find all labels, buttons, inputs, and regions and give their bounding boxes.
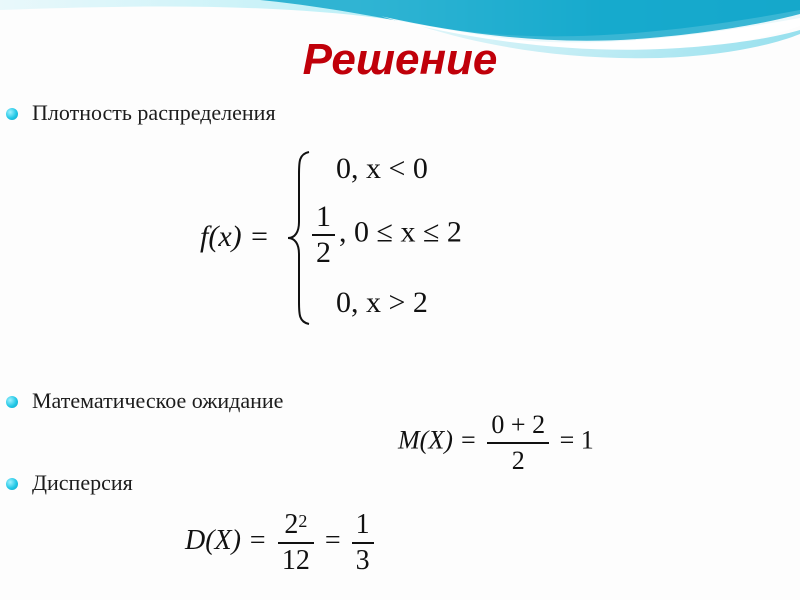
variance-fraction: $\frac{2^2}{12}$ [278, 508, 314, 578]
slide-title: Решение [302, 35, 498, 84]
density-lhs: f(x) = [200, 220, 270, 253]
bullet-dot-icon [6, 478, 18, 490]
bullet-density-label: Плотность распределения [32, 100, 276, 125]
density-case3: 0, x > 2 [336, 286, 428, 319]
expectation-fraction: $\frac{0 + 2}{2}$ [487, 408, 549, 478]
expectation-formula: M(X) = $\frac{0 + 2}{2}$ = 1 [398, 408, 594, 478]
variance-formula: D(X) = $\frac{2^2}{12}$ = $\frac{1}{3}$ [185, 508, 378, 578]
bullet-variance-label: Дисперсия [32, 470, 133, 495]
bullet-dot-icon [6, 396, 18, 408]
bullet-expectation-label: Математическое ожидание [32, 388, 284, 413]
fraction-one-half: $\frac{1}{2}$ [312, 200, 335, 270]
bullet-dot-icon [6, 108, 18, 120]
density-case1: 0, x < 0 [336, 152, 428, 185]
variance-result-fraction: $\frac{1}{3}$ [352, 508, 374, 578]
density-case2: $\frac{1}{2}$ , 0 ≤ x ≤ 2 [308, 200, 462, 270]
